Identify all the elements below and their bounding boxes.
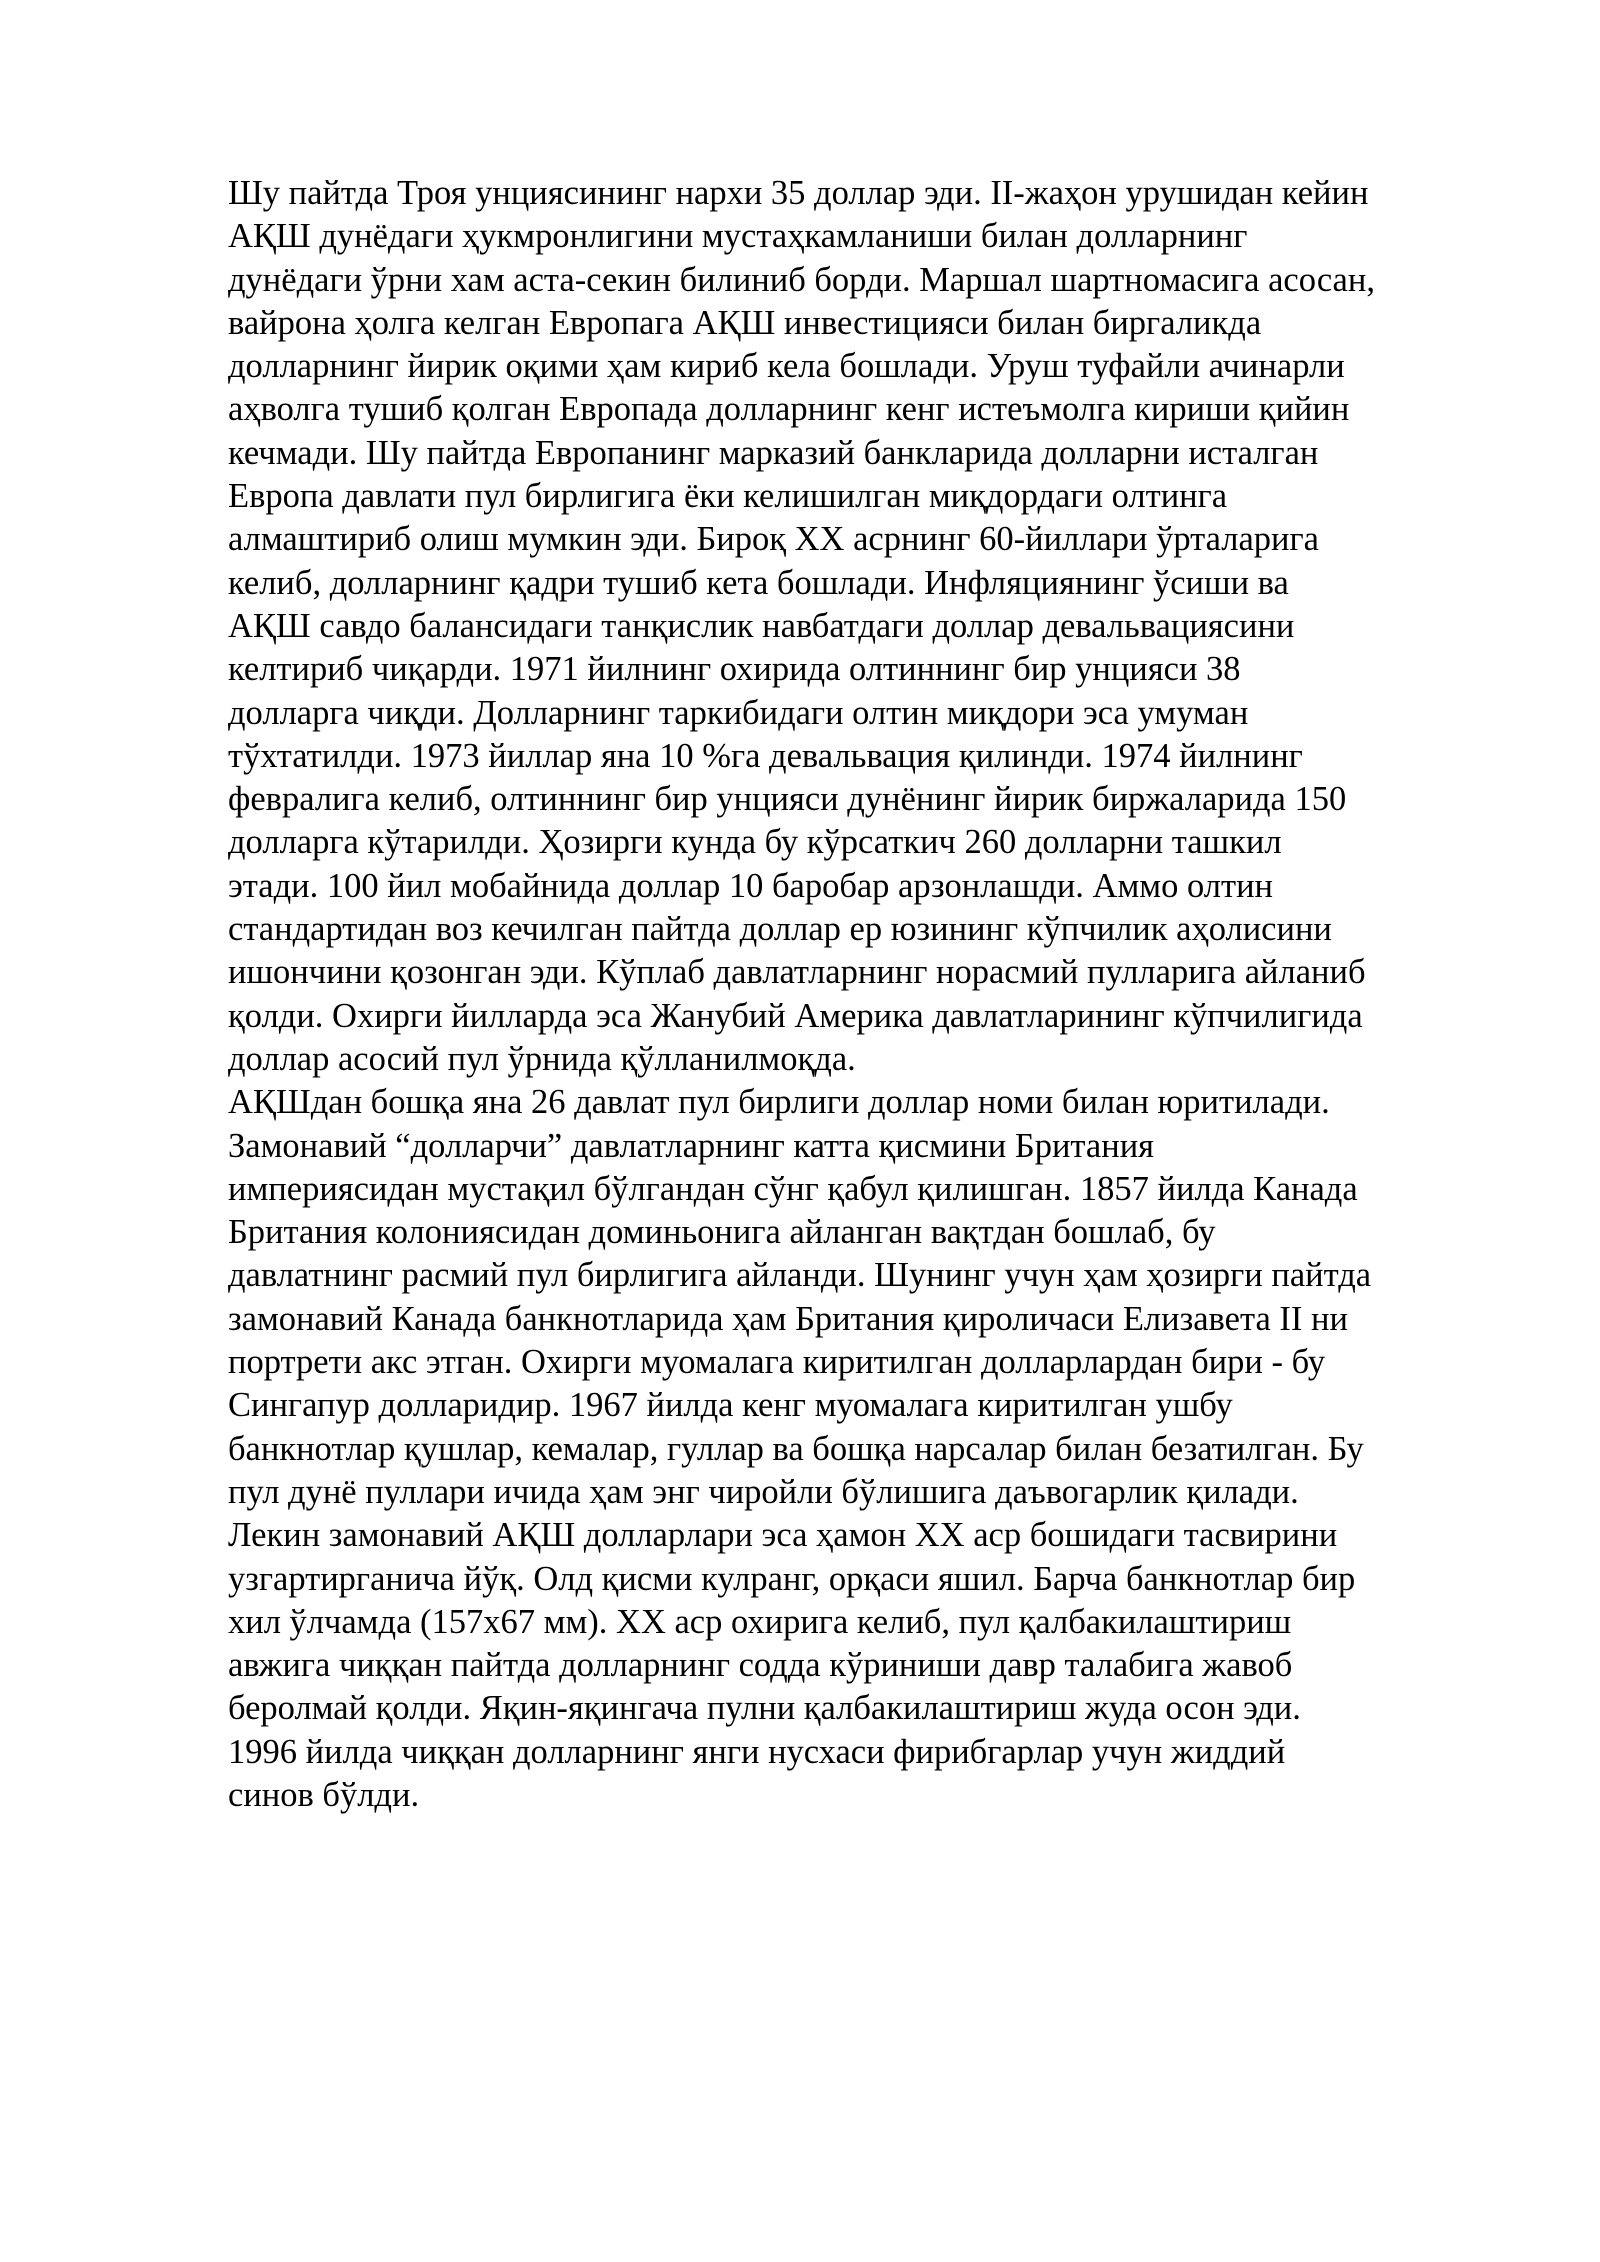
text-line: алмаштириб олиш мумкин эди. Бироқ XX асрнинг 60-йиллари ўрталарига — [228, 520, 1319, 559]
text-line: келтириб чиқарди. 1971 йилнинг охирида олтиннинг бир унцияси 38 — [228, 650, 1241, 689]
text-line: долларга чиқди. Долларнинг таркибидаги олтин миқдори эса умуман — [228, 693, 1249, 732]
text-line: узгартирганича йўқ. Олд қисми кулранг, орқаси яшил. Барча банкнотлар бир — [228, 1559, 1356, 1598]
text-line: Британия колониясидан доминьонига айланган вақтдан бошлаб, бу — [228, 1213, 1216, 1252]
text-line: аҳволга тушиб қолган Европада долларнинг кенг истеъмолга кириши қийин — [228, 390, 1350, 429]
text-line: авжига чиққан пайтда долларнинг содда кўриниши давр талабига жавоб — [228, 1646, 1293, 1685]
text-line: АҚШдан бошқа яна 26 давлат пул бирлиги доллар номи билан юритилади. — [228, 1083, 1330, 1122]
text-line: империясидан мустақил бўлгандан сўнг қабул қилишган. 1857 йилда Канада — [228, 1169, 1358, 1208]
text-line: тўхтатилди. 1973 йиллар яна 10 %га девальвация қилинди. 1974 йилнинг — [228, 736, 1303, 775]
text-line: хил ўлчамда (157x67 мм). XX аср охирига келиб, пул қалбакилаштириш — [228, 1602, 1292, 1641]
text-line: доллар асосий пул ўрнида қўлланилмоқда. — [228, 1039, 856, 1078]
text-line: стандартидан воз кечилган пайтда доллар ер юзининг кўпчилик аҳолисини — [228, 910, 1332, 949]
text-line: портрети акс этган. Охирги муомалага киритилган долларлардан бири - бу — [228, 1343, 1326, 1382]
text-line: АҚШ савдо балансидаги танқислик навбатдаги доллар девальвациясини — [228, 606, 1295, 645]
text-line: синов бўлди. — [228, 1775, 420, 1814]
text-line: долларнинг йирик оқими ҳам кириб кела бошлади. Уруш туфайли ачинарли — [228, 347, 1345, 386]
text-line: Замонавий “долларчи” давлатларнинг катта қисмини Британия — [228, 1126, 1155, 1165]
text-line: келиб, долларнинг қадри тушиб кета бошлади. Инфляциянинг ўсиши ва — [228, 563, 1289, 602]
text-line: этади. 100 йил мобайнида доллар 10 баробар арзонлашди. Аммо олтин — [228, 866, 1274, 905]
text-line: Сингапур долларидир. 1967 йилда кенг муомалага киритилган ушбу — [228, 1386, 1233, 1425]
body-text — [228, 172, 1528, 1817]
text-line: Шу пайтда Троя унциясининг нархи 35 доллар эди. II-жаҳон урушидан кейин — [228, 174, 1369, 212]
text-line: АҚШ дунёдаги ҳукмронлигини мустаҳкамланиши билан долларнинг — [228, 217, 1248, 256]
text-line: долларга кўтарилди. Ҳозирги кунда бу кўрсаткич 260 долларни ташкил — [228, 823, 1282, 862]
text-line: дунёдаги ўрни хам аста-секин билиниб борди. Маршал шартномасига асосан, — [228, 260, 1375, 299]
text-line: кечмади. Шу пайтда Европанинг марказий банкларида долларни исталган — [228, 433, 1319, 472]
text-line: беролмай қолди. Яқин-яқингача пулни қалбакилаштириш жуда осон эди. — [228, 1689, 1301, 1728]
text-line: Европа давлати пул бирлигига ёки келишилган миқдордаги олтинга — [228, 477, 1228, 516]
text-line: пул дунё пуллари ичида ҳам энг чиройли бўлишига даъвогарлик қилади. — [228, 1472, 1299, 1511]
text-line: февралига келиб, олтиннинг бир унцияси дунёнинг йирик биржаларида 150 — [228, 780, 1347, 819]
text-line: замонавий Канада банкнотларида ҳам Британия қироличаси Елизавета II ни — [228, 1299, 1348, 1338]
text-line: қолди. Охирги йилларда эса Жанубий Америка давлатларининг кўпчилигида — [228, 996, 1363, 1035]
text-line: банкнотлар қушлар, кемалар, гуллар ва бошқа нарсалар билан безатилган. Бу — [228, 1429, 1364, 1468]
text-line: давлатнинг расмий пул бирлигига айланди. Шунинг учун ҳам ҳозирги пайтда — [228, 1256, 1372, 1295]
text-line: 1996 йилда чиққан долларнинг янги нусхаси фирибгарлар учун жиддий — [228, 1732, 1286, 1771]
text-line: вайрона ҳолга келган Европага АҚШ инвестицияси билан биргаликда — [228, 303, 1262, 342]
text-line: ишончини қозонган эди. Кўплаб давлатларнинг норасмий пулларига айланиб — [228, 953, 1366, 992]
text-line: Лекин замонавий АҚШ долларлари эса ҳамон XX аср бошидаги тасвирини — [228, 1516, 1338, 1555]
